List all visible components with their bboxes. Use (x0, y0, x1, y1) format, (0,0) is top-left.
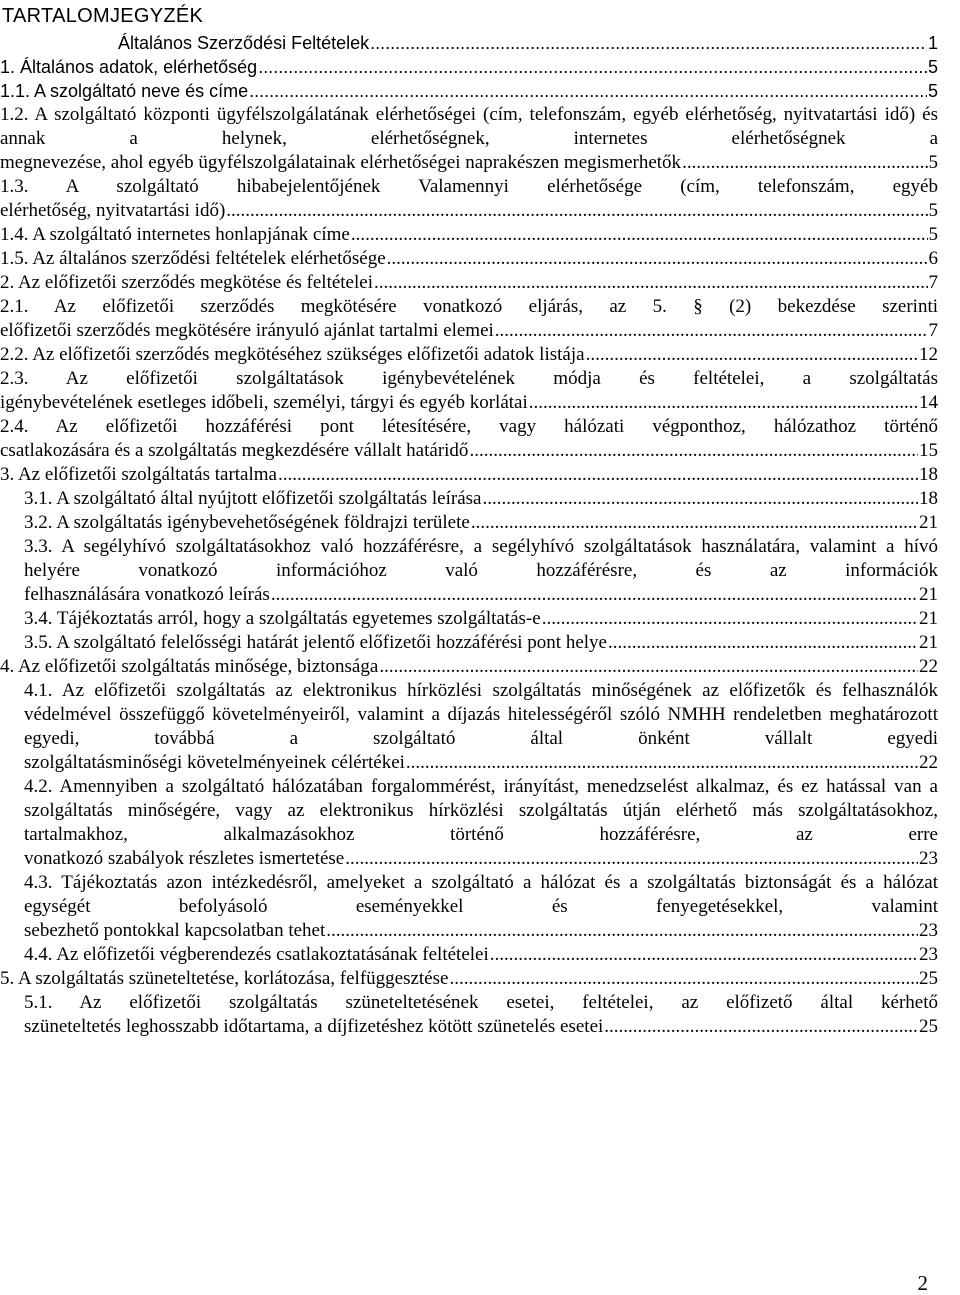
toc-entry[interactable] (0, 487, 938, 511)
toc-page-number: 5 (927, 57, 938, 77)
toc-entry[interactable] (0, 967, 938, 991)
toc-leader-dots (449, 967, 918, 991)
toc-entry-line (24, 583, 938, 607)
toc-entry-title: felhasználására vonatkozó leírás (24, 584, 270, 605)
toc-entry-line (0, 439, 938, 463)
toc-entry-text: 3.3. A segélyhívó szolgáltatásokhoz való hozzáférésre, a segélyhívó szolgáltatások használatára, valamint a hívó helyére vonatkozó információhoz való hozzáférésre, és az információk (24, 536, 938, 581)
toc-page-number: 21 (919, 632, 938, 653)
toc-entry[interactable] (118, 31, 938, 55)
toc-leader-dots (326, 919, 918, 943)
toc-entry-title: csatlakozására és a szolgáltatás megkezdésére vállalt határidő (0, 440, 469, 461)
toc-entry-title: sebezhető pontokkal kapcsolatban tehet (24, 920, 326, 941)
toc-entry[interactable] (0, 343, 938, 367)
toc-entry[interactable] (0, 175, 938, 223)
toc-entry-text: 4.2. Amennyiben a szolgáltató hálózatában forgalommérést, irányítást, menedzselést alkalmaz, és ez hatással van a szolgáltatás minőségére, vagy az elektronikus hírközlési szolgáltatás útján elérhető más szolgáltatásokhoz, tartalmakhoz, alkalmazásokhoz történő hozzáférésre, az erre (24, 776, 938, 845)
toc-entry-line (24, 919, 938, 943)
toc-heading: TARTALOMJEGYZÉK (2, 5, 204, 27)
toc-entry-line (0, 343, 938, 367)
toc-entry-line (118, 31, 938, 55)
toc-page-number: 14 (919, 392, 938, 413)
toc-entry-line (0, 199, 938, 223)
toc-entry-line (24, 631, 938, 655)
toc-entry-text: 4.1. Az előfizetői szolgáltatás az elektronikus hírközlési szolgáltatás minőségének az előfizetők és felhasználók védelmével összefüggő követelményeiről, valamint a díjazás hitelességéről szóló NMHH rendeletben meghatározott egyedi, továbbá a szolgáltató által önként vállalt egyedi (24, 680, 938, 749)
toc-page-number: 5 (928, 224, 938, 245)
toc-entry[interactable] (0, 223, 938, 247)
toc-entry[interactable] (0, 991, 938, 1039)
toc-entry-line (0, 55, 938, 79)
toc-entry[interactable] (0, 607, 938, 631)
toc-entry[interactable] (0, 871, 938, 943)
toc-leader-dots (226, 199, 927, 223)
toc-leader-dots (374, 271, 928, 295)
toc-entry-line (0, 223, 938, 247)
toc-entry-text: 4.3. Tájékoztatás azon intézkedésről, amelyeket a szolgáltató a hálózat és a szolgáltatás biztonságát és a hálózat egységét befolyásoló eseményekkel és fenyegetésekkel, valamint (24, 872, 938, 917)
toc-page-number: 18 (919, 464, 938, 485)
toc-entry-title: 4.4. Az előfizetői végberendezés csatlakoztatásának feltételei (24, 944, 489, 965)
toc-entry-title: szolgáltatásminőségi követelményeinek célértékei (24, 752, 405, 773)
toc-entry[interactable] (0, 271, 938, 295)
toc-entry-title: 1.5. Az általános szerződési feltételek elérhetősége (0, 248, 386, 269)
toc-page-number: 22 (919, 752, 938, 773)
toc-entry-line (0, 319, 938, 343)
toc-entry-line (24, 487, 938, 511)
toc-entry-title: szüneteltetés leghosszabb időtartama, a díjfizetéshez kötött szünetelés esetei (24, 1016, 604, 1037)
toc-entry[interactable] (0, 295, 938, 343)
toc-page-number: 12 (919, 344, 938, 365)
toc-entry-line (0, 79, 938, 103)
toc-entry-title: 3.2. A szolgáltatás igénybevehetőségének földrajzi területe (24, 512, 470, 533)
toc-entry-title: 3.1. A szolgáltató által nyújtott előfizetői szolgáltatás leírása (24, 488, 482, 509)
toc-leader-dots (345, 847, 918, 871)
toc-entry-title: 4. Az előfizetői szolgáltatás minősége, biztonsága (0, 656, 379, 677)
toc-entry-title: 1.1. A szolgáltató neve és címe (0, 81, 249, 101)
toc-entry-line (0, 463, 938, 487)
toc-leader-dots (249, 79, 927, 103)
toc-page-number: 7 (928, 320, 938, 341)
toc-entry-title: Általános Szerződési Feltételek (118, 33, 370, 53)
toc-entry-line (24, 1015, 938, 1039)
toc-leader-dots (495, 319, 928, 343)
toc-entry-title: 3.5. A szolgáltató felelősségi határát jelentő előfizetői hozzáférési pont helye (24, 632, 607, 653)
toc-entry[interactable] (0, 679, 938, 775)
page-number: 2 (917, 1271, 928, 1295)
toc-page-number: 23 (919, 920, 938, 941)
toc-entry-text: 1.3. A szolgáltató hibabejelentőjének Valamennyi elérhetősége (cím, telefonszám, egyéb (0, 176, 938, 197)
toc-leader-dots (604, 1015, 918, 1039)
toc-page-number: 21 (919, 608, 938, 629)
toc-entry-title: 1.4. A szolgáltató internetes honlapjának címe (0, 224, 350, 245)
toc-page-number: 25 (919, 1016, 938, 1037)
toc-entry-line (0, 151, 938, 175)
toc-page-number: 6 (928, 248, 938, 269)
toc-entry-line (0, 391, 938, 415)
toc-entry[interactable] (0, 943, 938, 967)
toc-leader-dots (471, 511, 918, 535)
toc-leader-dots (608, 631, 918, 655)
toc-page-number: 7 (928, 272, 938, 293)
toc-entry-title: előfizetői szerződés megkötésére irányuló ajánlat tartalmi elemei (0, 320, 494, 341)
toc-leader-dots (271, 583, 918, 607)
toc-page-number: 15 (919, 440, 938, 461)
toc-leader-dots (586, 343, 918, 367)
toc-leader-dots (278, 463, 918, 487)
toc-page-number: 25 (919, 968, 938, 989)
toc-entry[interactable] (0, 511, 938, 535)
toc-page-number: 1 (927, 33, 938, 53)
toc-entry[interactable] (0, 247, 938, 271)
toc-entry-title: 3.4. Tájékoztatás arról, hogy a szolgáltatás egyetemes szolgáltatás-e (24, 608, 541, 629)
toc-leader-dots (490, 943, 918, 967)
toc-page-number: 23 (919, 944, 938, 965)
toc-entry[interactable] (0, 655, 938, 679)
toc-leader-dots (387, 247, 928, 271)
toc-entry-title: 2. Az előfizetői szerződés megkötése és feltételei (0, 272, 373, 293)
toc-entry[interactable] (0, 631, 938, 655)
toc-entry-line (0, 967, 938, 991)
toc-leader-dots (370, 31, 927, 55)
toc-entry-text: 1.2. A szolgáltató központi ügyfélszolgálatának elérhetőségei (cím, telefonszám, egyéb elérhetőség, nyitvatartási idő) és annak a helynek, elérhetőségnek, internetes elérhetőségnek a (0, 104, 938, 149)
toc-entry-text: 5.1. Az előfizetői szolgáltatás szüneteltetésének esetei, feltételei, az előfizető által kérhető (24, 992, 938, 1013)
toc-entry-text: 2.3. Az előfizetői szolgáltatások igénybevételének módja és feltételei, a szolgáltatás (0, 368, 938, 389)
toc-entry[interactable] (0, 415, 938, 463)
toc-page-number: 23 (919, 848, 938, 869)
toc-leader-dots (542, 607, 918, 631)
toc-entry[interactable] (0, 79, 938, 103)
toc-entry-text: 2.4. Az előfizetői hozzáférési pont létesítésére, vagy hálózati végponthoz, hálózathoz történő (0, 416, 938, 437)
toc-entry-title: 3. Az előfizetői szolgáltatás tartalma (0, 464, 277, 485)
toc-entry-line (0, 271, 938, 295)
toc-leader-dots (529, 391, 918, 415)
toc-leader-dots (469, 439, 918, 463)
toc-entry-title: igénybevételének esetleges időbeli, személyi, tárgyi és egyéb korlátai (0, 392, 528, 413)
toc-entry-title: 2.2. Az előfizetői szerződés megkötéséhez szükséges előfizetői adatok listája (0, 344, 585, 365)
toc-entry[interactable] (0, 103, 938, 175)
toc-entry[interactable] (0, 775, 938, 871)
toc-entry[interactable] (0, 367, 938, 415)
table-of-contents (0, 31, 960, 1039)
toc-entry-line (24, 607, 938, 631)
toc-leader-dots (351, 223, 928, 247)
toc-page-number: 18 (919, 488, 938, 509)
toc-page-number: 22 (919, 656, 938, 677)
toc-entry-line (0, 655, 938, 679)
toc-entry-title: 1. Általános adatok, elérhetőség (0, 57, 258, 77)
toc-entry-line (24, 847, 938, 871)
toc-entry-line (0, 247, 938, 271)
toc-leader-dots (682, 151, 927, 175)
toc-entry-title: vonatkozó szabályok részletes ismertetése (24, 848, 345, 869)
toc-leader-dots (406, 751, 918, 775)
toc-entry-line (24, 751, 938, 775)
toc-entry-title: elérhetőség, nyitvatartási idő) (0, 200, 226, 221)
toc-page-number: 21 (919, 584, 938, 605)
toc-entry[interactable] (0, 463, 938, 487)
toc-entry-line (24, 511, 938, 535)
toc-leader-dots (379, 655, 918, 679)
toc-entry[interactable] (0, 55, 938, 79)
toc-leader-dots (258, 55, 927, 79)
toc-page-number: 21 (919, 512, 938, 533)
toc-entry-line (24, 943, 938, 967)
toc-page-number: 5 (927, 81, 938, 101)
toc-page-number: 5 (928, 152, 938, 173)
toc-leader-dots (482, 487, 918, 511)
toc-entry[interactable] (0, 535, 938, 607)
toc-page-number: 5 (928, 200, 938, 221)
toc-entry-title: megnevezése, ahol egyéb ügyfélszolgálatainak elérhetőségei naprakészen megismerhetők (0, 152, 682, 173)
toc-entry-title: 5. A szolgáltatás szüneteltetése, korlátozása, felfüggesztése (0, 968, 449, 989)
toc-entry-text: 2.1. Az előfizetői szerződés megkötésére vonatkozó eljárás, az 5. § (2) bekezdése szerinti (0, 296, 938, 317)
